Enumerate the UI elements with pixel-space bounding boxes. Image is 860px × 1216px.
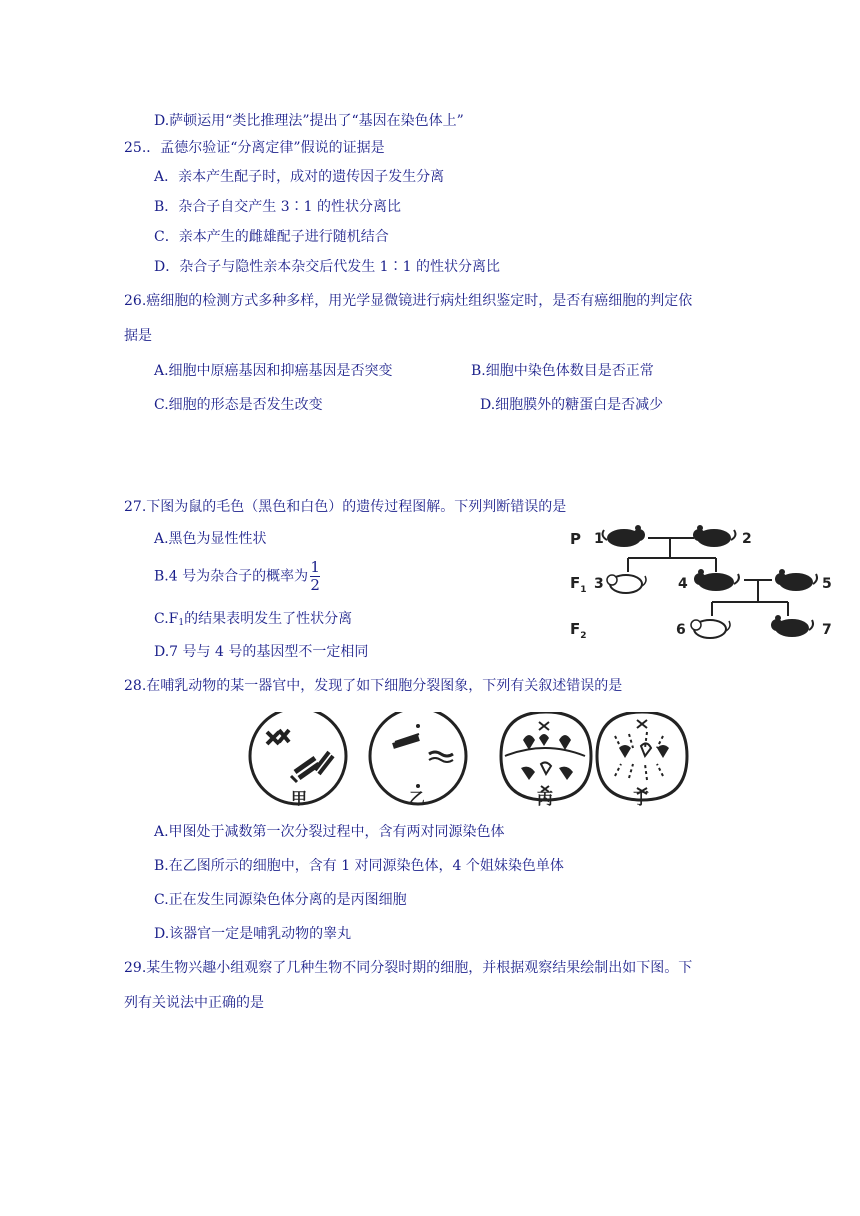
svg-text:5: 5 — [822, 576, 832, 592]
svg-text:2: 2 — [742, 531, 752, 547]
mouse-6-white — [676, 620, 730, 638]
q24-option-d: D.萨顿运用“类比推理法”提出了“基因在染色体上” — [154, 113, 464, 129]
q27-option-d: D.7 号与 4 号的基因型不一定相同 — [154, 644, 369, 660]
q29-stem-line1: 29.某生物兴趣小组观察了几种生物不同分裂时期的细胞，并根据观察结果绘制出如下图。下 — [124, 960, 693, 976]
row-label-f1: $F_1$ — [570, 574, 587, 595]
q26-option-c: C.细胞的形态是否发生改变 — [154, 397, 323, 413]
q28-stem: 28.在哺乳动物的某一器官中，发现了如下细胞分裂图象，下列有关叙述错误的是 — [124, 678, 623, 694]
mouse-2-black — [693, 525, 752, 547]
q27-option-c-text: 的结果表明发生了性状分离 — [184, 611, 353, 627]
svg-text:3: 3 — [594, 576, 604, 592]
q28-option-c: C.正在发生同源染色体分离的是丙图细胞 — [154, 892, 407, 908]
mouse-pedigree-figure — [566, 522, 836, 652]
q27-option-b — [154, 560, 320, 593]
q26-option-d: D.细胞膜外的糖蛋白是否减少 — [480, 397, 664, 413]
cell-ding — [597, 712, 687, 800]
svg-text:4: 4 — [678, 576, 688, 592]
q25-option-d: D．杂合子与隐性亲本杂交后代发生 1∶1 的性状分离比 — [154, 259, 500, 275]
mouse-3-white — [594, 575, 646, 593]
fraction-numerator: 1 — [310, 558, 320, 576]
q28-option-d: D.该器官一定是哺乳动物的睾丸 — [154, 926, 352, 942]
q27-option-c-subscript: 1 — [178, 618, 185, 628]
q27-option-b-text: B.4 号为杂合子的概率为 — [154, 568, 309, 585]
cell-label-yi: 乙 — [409, 789, 426, 807]
row-label-p: P — [570, 530, 581, 548]
q28-option-b: B.在乙图所示的细胞中，含有 1 对同源染色体，4 个姐妹染色单体 — [154, 858, 564, 874]
cell-label-bing: 丙 — [537, 789, 554, 807]
q27-stem: 27.下图为鼠的毛色（黑色和白色）的遗传过程图解。下列判断错误的是 — [124, 499, 567, 515]
cell-label-jia: 甲 — [291, 789, 308, 807]
q27-option-c-prefix: C.F — [154, 611, 179, 627]
q26-option-a: A.细胞中原癌基因和抑癌基因是否突变 — [154, 363, 393, 379]
fraction-denominator: 2 — [310, 576, 320, 594]
q27-option-c — [154, 610, 352, 632]
q26-stem-line1: 26.癌细胞的检测方式多种多样，用光学显微镜进行病灶组织鉴定时，是否有癌细胞的判定依 — [124, 293, 693, 309]
q25-stem: 25.．孟德尔验证“分离定律”假说的证据是 — [124, 140, 385, 156]
mouse-4-black — [678, 569, 739, 592]
q26-option-b: B.细胞中染色体数目是否正常 — [471, 363, 654, 379]
row-label-f2: $F_2$ — [570, 620, 587, 641]
cell-label-ding: 丁 — [633, 789, 650, 807]
q26-stem-line2: 据是 — [124, 328, 152, 344]
svg-text:7: 7 — [822, 622, 832, 638]
mouse-5-black — [775, 569, 832, 592]
cell-division-figure — [243, 712, 693, 807]
q25-option-b: B．杂合子自交产生 3∶1 的性状分离比 — [154, 199, 402, 215]
mouse-1-black — [594, 525, 645, 547]
svg-text:1: 1 — [594, 531, 604, 547]
cell-bing — [501, 712, 591, 800]
q28-option-a: A.甲图处于减数第一次分裂过程中，含有两对同源染色体 — [154, 824, 505, 840]
q29-stem-line2: 列有关说法中正确的是 — [124, 995, 264, 1011]
q27-option-a: A.黑色为显性性状 — [154, 531, 267, 547]
q25-option-c: C．亲本产生的雌雄配子进行随机结合 — [154, 229, 389, 245]
q25-option-a: A．亲本产生配子时，成对的遗传因子发生分离 — [154, 169, 445, 185]
svg-text:6: 6 — [676, 622, 686, 638]
one-half-fraction — [310, 560, 320, 593]
mouse-7-black — [771, 615, 832, 638]
